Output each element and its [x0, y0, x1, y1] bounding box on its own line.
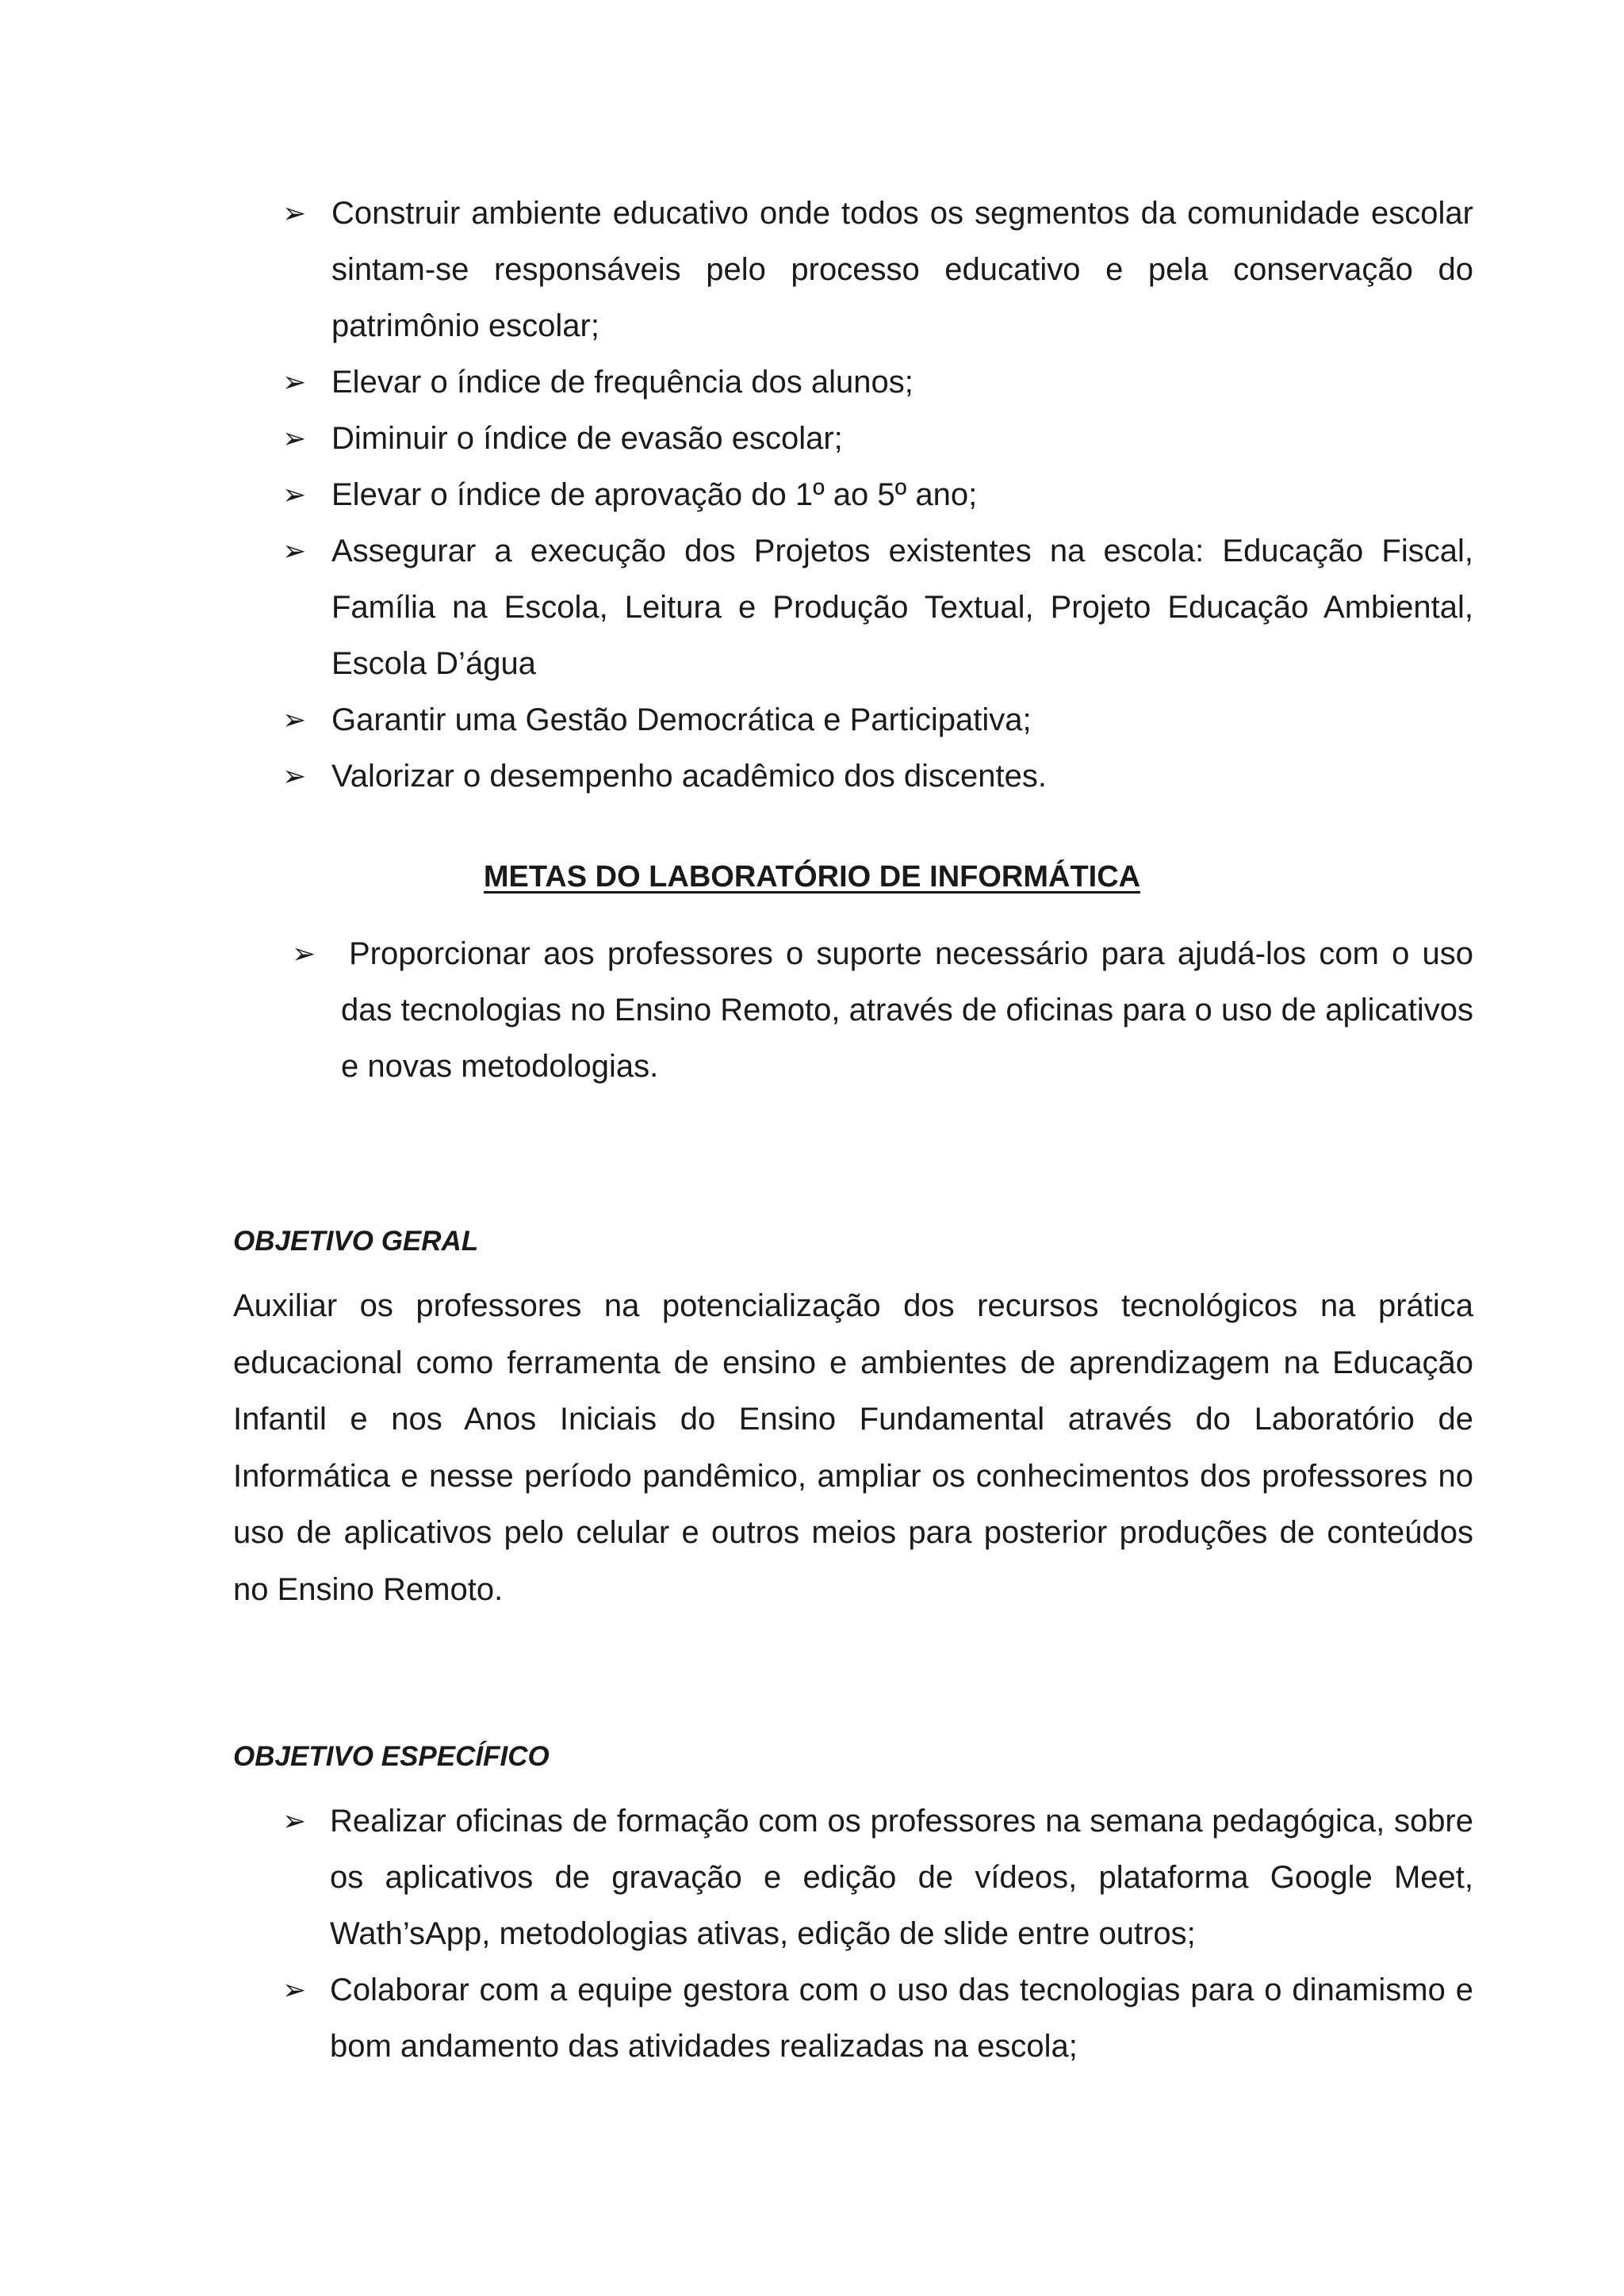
arrow-bullet-icon: ➢: [282, 535, 307, 568]
objetivo-especifico-list: [282, 1793, 1473, 2075]
list-item: [292, 926, 1473, 1095]
metas-list: [292, 926, 1473, 1095]
list-item: [282, 411, 1473, 467]
list-item: [282, 692, 1473, 748]
list-item-text: Elevar o índice de aprovação do 1º ao 5º ano;: [331, 477, 978, 512]
list-item: [282, 354, 1473, 411]
list-item: [282, 523, 1473, 692]
arrow-bullet-icon: ➢: [282, 197, 307, 230]
list-item-text: Proporcionar aos professores o suporte necessário para ajudá-los com o uso das tecnologias no Ensino Remoto, através de oficinas para o uso de aplicativos e novas metodologias.: [341, 936, 1473, 1084]
arrow-bullet-icon: ➢: [282, 1974, 307, 2007]
list-item-text: Realizar oficinas de formação com os professores na semana pedagógica, sobre os aplicativos de gravação e edição de vídeos, plataforma Google Meet, Wath’sApp, metodologias ativas, edição de slide entre outros;: [330, 1804, 1473, 1951]
list-item: [282, 467, 1473, 523]
objetivo-especifico-heading: OBJETIVO ESPECÍFICO: [233, 1741, 550, 1772]
arrow-bullet-icon: ➢: [282, 479, 307, 511]
list-item: [282, 748, 1473, 805]
arrow-bullet-icon: ➢: [292, 938, 316, 970]
list-item-text: Garantir uma Gestão Democrática e Participativa;: [331, 702, 1032, 737]
metas-section-title: METAS DO LABORATÓRIO DE INFORMÁTICA: [483, 860, 1141, 894]
list-item: [282, 186, 1473, 354]
objetivo-geral-heading: OBJETIVO GERAL: [233, 1226, 479, 1257]
objetivo-geral-paragraph: Auxiliar os professores na potencialização dos recursos tecnológicos na prática educacional como ferramenta de ensino e ambientes de aprendizagem na Educação Infantil e nos Anos Iniciais do Ensino Fundamental através do Laboratório de Informática e nesse período pandêmico, ampliar os conhecimentos dos professores no uso de aplicativos pelo celular e outros meios para posterior produções de conteúdos no Ensino Remoto.: [233, 1288, 1473, 1607]
arrow-bullet-icon: ➢: [282, 704, 307, 737]
list-item-text: Diminuir o índice de evasão escolar;: [331, 421, 843, 456]
arrow-bullet-icon: ➢: [282, 423, 307, 455]
arrow-bullet-icon: ➢: [282, 366, 307, 399]
list-item-text: Colaborar com a equipe gestora com o uso das tecnologias para o dinamismo e bom andamento das atividades realizadas na escola;: [330, 1973, 1473, 2064]
list-item-text: Elevar o índice de frequência dos alunos;: [331, 365, 914, 400]
objetivos-list: [282, 186, 1473, 805]
list-item: [282, 1793, 1473, 1962]
list-item: [282, 1962, 1473, 2075]
list-item-text: Valorizar o desempenho acadêmico dos discentes.: [331, 759, 1047, 794]
list-item-text: Assegurar a execução dos Projetos existentes na escola: Educação Fiscal, Família na Escola, Leitura e Produção Textual, Projeto Educação Ambiental, Escola D’água: [331, 534, 1473, 681]
arrow-bullet-icon: ➢: [282, 760, 307, 793]
arrow-bullet-icon: ➢: [282, 1805, 307, 1838]
list-item-text: Construir ambiente educativo onde todos os segmentos da comunidade escolar sintam-se responsáveis pelo processo educativo e pela conservação do patrimônio escolar;: [331, 196, 1473, 343]
